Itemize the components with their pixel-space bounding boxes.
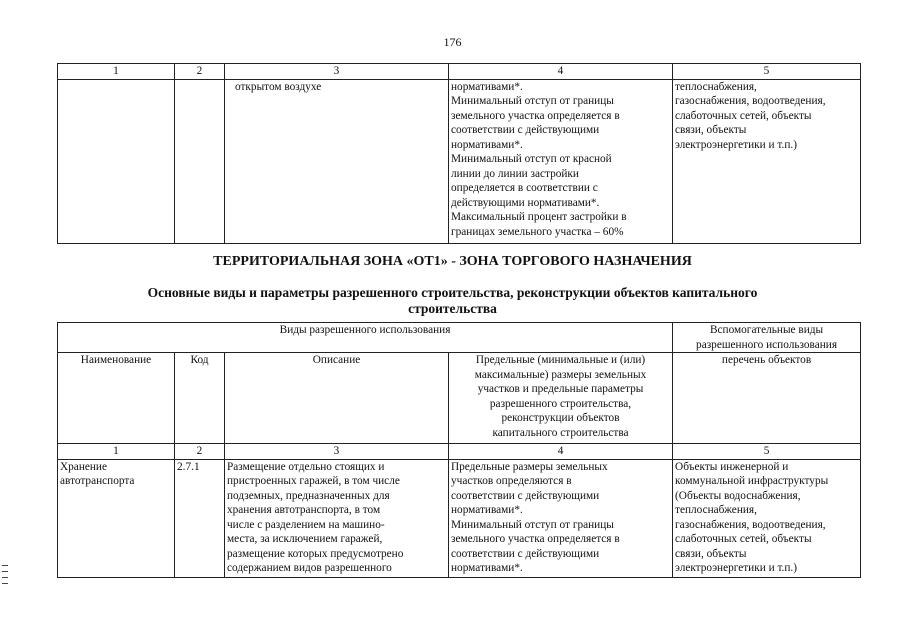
- col-number: 4: [449, 444, 673, 460]
- cell-description: Размещение отдельно стоящих и пристроенных гаражей, в том числе подземных, предназначенных для хранения автотранспорта, в том числе с разделением на машино- места, за исключением гаражей, размещение которых предусмотрено содержанием видов разрешенного: [225, 459, 449, 577]
- section-title: Основные виды и параметры разрешенного строительства, реконструкции объектов капитального строительства: [147, 285, 758, 316]
- col-number: 2: [175, 444, 225, 460]
- page-number: 176: [443, 35, 462, 49]
- code-header: Код: [175, 353, 225, 444]
- zone-title: ТЕРРИТОРИАЛЬНАЯ ЗОНА «ОТ1» - ЗОНА ТОРГОВОГО НАЗНАЧЕНИЯ: [213, 254, 692, 269]
- col-number: 3: [225, 444, 449, 460]
- cell-description: открытом воздухе: [225, 79, 449, 243]
- cell-limits: нормативами*. Минимальный отступ от границы земельного участка определяется в соответствии с действующими нормативами*. Минимальный отступ от красной линии до линии застройки определяется в соответствии с действующими нормативами*. Максимальный процент застройки в границах земельного участка – 60%: [449, 79, 673, 243]
- group-header-row: [58, 323, 861, 353]
- cell-objects: Объекты инженерной и коммунальной инфраструктуры (Объекты водоснабжения, теплоснабжения, газоснабжения, водоотведения, слаботочных сетей, объекты связи, объекты электроэнергетики и т.п.): [673, 459, 861, 577]
- cell-objects: теплоснабжения, газоснабжения, водоотведения, слаботочных сетей, объекты связи, объекты электроэнергетики и т.п.): [673, 79, 861, 243]
- description-header: Описание: [225, 353, 449, 444]
- col-number: 3: [225, 64, 449, 80]
- cell-name: Хранение автотранспорта: [58, 459, 175, 577]
- col-number: 5: [673, 444, 861, 460]
- column-header-row: [58, 353, 861, 444]
- col-number: 5: [673, 64, 861, 80]
- objects-header: перечень объектов: [673, 353, 861, 444]
- permitted-uses-header: Виды разрешенного использования: [58, 323, 673, 353]
- cell-limits: Предельные размеры земельных участков определяются в соответствии с действующими нормативами*. Минимальный отступ от границы земельного участка определяется в соответствии с действующими нормативами*.: [449, 459, 673, 577]
- table-row: [58, 459, 861, 577]
- name-header: Наименование: [58, 353, 175, 444]
- col-number: 2: [175, 64, 225, 80]
- column-number-row: [58, 444, 861, 460]
- table-row: [58, 79, 861, 243]
- scan-margin-marks: [2, 565, 8, 589]
- auxiliary-uses-header: Вспомогательные виды разрешенного использования: [673, 323, 861, 353]
- col-number: 1: [58, 64, 175, 80]
- col-number: 1: [58, 444, 175, 460]
- cell-code: [175, 79, 225, 243]
- col-number: 4: [449, 64, 673, 80]
- column-number-row: [58, 64, 861, 80]
- cell-code: 2.7.1: [175, 459, 225, 577]
- limits-header: Предельные (минимальные и (или) максимальные) размеры земельных участков и предельные параметры разрешенного строительства, реконструкции объектов капитального строительства: [449, 353, 673, 444]
- cell-name: [58, 79, 175, 243]
- continued-table: [57, 63, 861, 244]
- permitted-use-table: [57, 322, 861, 578]
